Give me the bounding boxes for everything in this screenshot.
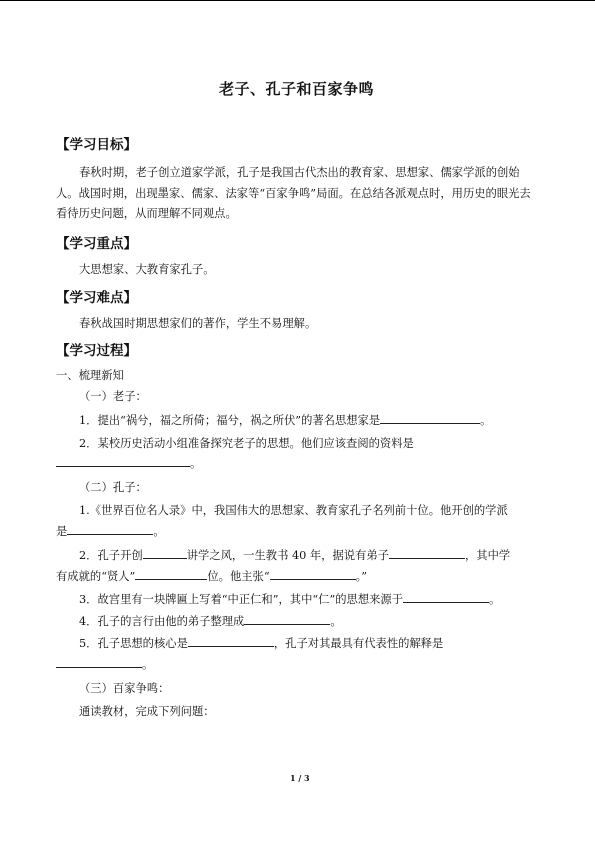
- key-text: 大思想家、大教育家孔子。: [79, 263, 215, 276]
- question-2-3: 3．故宫里有一块牌匾上写着“中正仁和”，其中“仁”的思想来源于 。: [79, 590, 500, 610]
- answer-blank[interactable]: [403, 590, 489, 603]
- answer-blank[interactable]: [135, 567, 207, 580]
- subsection-hundred-schools: （三）百家争鸣：: [79, 682, 170, 695]
- question-2-5-answer: 。: [56, 655, 153, 675]
- question-1-2: 2．某校历史活动小组准备探究老子的思想。他们应该查阅的资料是: [79, 437, 414, 450]
- reading-instruction: 通读教材，完成下列问题：: [79, 705, 215, 718]
- subsection-confucius: （二）孔子：: [79, 481, 147, 494]
- answer-blank[interactable]: [380, 411, 480, 424]
- question-2-2: 2．孔子开创 讲学之风，一生教书 40 年，据说有弟子 ，其中学: [79, 546, 510, 566]
- answer-blank[interactable]: [56, 655, 142, 668]
- section-heading-difficulty: 【学习难点】: [56, 290, 137, 306]
- question-2-5: 5．孔子思想的核心是 ，孔子对其最具有代表性的解释是: [79, 634, 443, 654]
- part-one-heading: 一、梳理新知: [56, 369, 124, 382]
- question-2-4: 4．孔子的言行由他的弟子整理成 。: [79, 612, 342, 632]
- answer-blank[interactable]: [270, 567, 356, 580]
- question-1-2-answer: 。: [56, 454, 201, 474]
- answer-blank[interactable]: [67, 522, 153, 535]
- question-2-2-cont: 有成就的“贤人” 位。他主张“ 。”: [56, 567, 367, 587]
- question-1-1: 1．提出“祸兮，福之所倚；福兮，祸之所伏”的著名思想家是 。: [79, 411, 491, 431]
- top-rule: [0, 0, 595, 1]
- answer-blank[interactable]: [143, 546, 187, 559]
- answer-blank[interactable]: [188, 634, 274, 647]
- answer-blank[interactable]: [389, 546, 465, 559]
- answer-blank[interactable]: [244, 612, 330, 625]
- page-title: 老子、孔子和百家争鸣: [219, 80, 375, 98]
- question-2-1-answer: 是 。: [56, 522, 165, 542]
- question-2-1: 1.《世界百位名人录》中，我国伟大的思想家、教育家孔子名列前十位。他开创的学派: [79, 504, 508, 517]
- section-heading-goal: 【学习目标】: [56, 137, 137, 153]
- difficulty-text: 春秋战国时期思想家们的著作，学生不易理解。: [79, 317, 317, 330]
- page-number: 1 / 3: [290, 773, 310, 783]
- subsection-laozi: （一）老子：: [79, 390, 147, 403]
- section-heading-key: 【学习重点】: [56, 236, 137, 252]
- goal-paragraph: 春秋时期，老子创立道家学派，孔子是我国古代杰出的教育家、思想家、儒家学派的创始人。战国时期，出现墨家、儒家、法家等“百家争鸣”局面。在总结各派观点时，用历史的眼光去看待历史问题，从而理解不同观点。: [56, 166, 531, 220]
- section-heading-process: 【学习过程】: [56, 343, 137, 359]
- answer-blank[interactable]: [56, 454, 190, 467]
